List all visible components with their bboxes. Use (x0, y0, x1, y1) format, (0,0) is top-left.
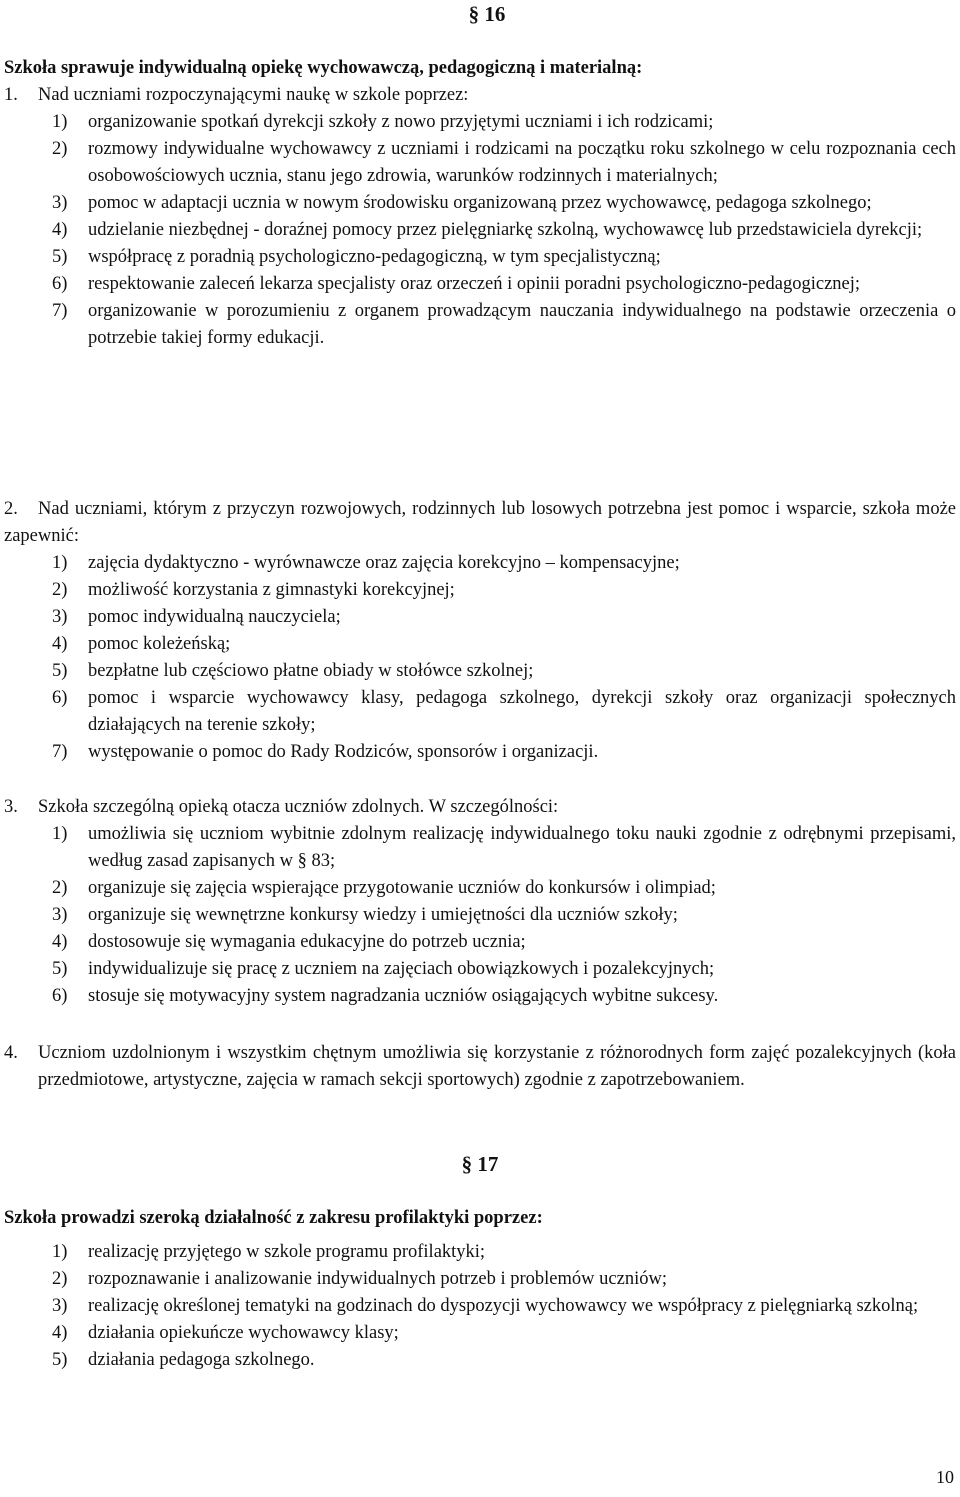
item-number: 6) (52, 986, 68, 1006)
item-number: 1) (52, 112, 68, 132)
point-3-row (4, 794, 956, 821)
item-text: możliwość korzystania z gimnastyki korekcyjnej; (88, 580, 455, 600)
list-item (52, 956, 956, 983)
item-text: dostosowuje się wymagania edukacyjne do potrzeb ucznia; (88, 932, 526, 952)
list-item (52, 190, 956, 217)
list-item (52, 875, 956, 902)
point-4-row (4, 1040, 956, 1094)
item-text: rozmowy indywidualne wychowawcy z uczniami i rodzicami na początku roku szkolnego w celu rozpoznania cech osobowościowych ucznia, stanu jego zdrowia, warunków rodzinnych i materialnych; (88, 139, 956, 186)
list-item (52, 1239, 956, 1266)
item-text: współpracę z poradnią psychologiczno-pedagogiczną, w tym specjalistyczną; (88, 247, 661, 267)
list-item (52, 929, 956, 956)
point-number: 2. (4, 499, 18, 519)
list-item (52, 577, 956, 604)
item-number: 4) (52, 932, 68, 952)
item-text: realizację określonej tematyki na godzinach do dyspozycji wychowawcy we współpracy z pielęgniarką szkolną; (88, 1296, 919, 1316)
item-text: pomoc i wsparcie wychowawcy klasy, pedagoga szkolnego, dyrekcji szkoły oraz organizacji społecznych działających na terenie szkoły; (88, 688, 956, 735)
point-number: 4. (4, 1043, 18, 1063)
item-text: pomoc indywidualną nauczyciela; (88, 607, 341, 627)
item-text: działania pedagoga szkolnego. (88, 1350, 315, 1370)
list-item (52, 550, 956, 577)
item-text: bezpłatne lub częściowo płatne obiady w stołówce szkolnej; (88, 661, 534, 681)
item-text: realizację przyjętego w szkole programu profilaktyki; (88, 1242, 486, 1262)
item-text: pomoc w adaptacji ucznia w nowym środowisku organizowaną przez wychowawcę, pedagoga szkolnego; (88, 193, 872, 213)
item-number: 2) (52, 139, 68, 159)
item-number: 4) (52, 634, 68, 654)
section-17-list (52, 1239, 956, 1374)
point-2-list (52, 550, 956, 766)
item-number: 2) (52, 878, 68, 898)
item-text: organizuje się zajęcia wspierające przygotowanie uczniów do konkursów i olimpiad; (88, 878, 716, 898)
point-3 (4, 794, 956, 1010)
list-item (52, 821, 956, 875)
item-number: 6) (52, 274, 68, 294)
item-text: stosuje się motywacyjny system nagradzania uczniów osiągających wybitne sukcesy. (88, 986, 719, 1006)
item-number: 2) (52, 1269, 68, 1289)
point-1-list (52, 109, 956, 352)
item-number: 2) (52, 580, 68, 600)
item-number: 1) (52, 1242, 68, 1262)
list-item (52, 631, 956, 658)
list-item (52, 1320, 956, 1347)
item-number: 7) (52, 301, 68, 321)
item-number: 3) (52, 1296, 68, 1316)
list-item (52, 298, 956, 352)
item-number: 4) (52, 1323, 68, 1343)
item-text: udzielanie niezbędnej - doraźnej pomocy przez pielęgniarkę szkolną, wychowawcę lub przedstawiciela dyrekcji; (88, 220, 923, 240)
page-number: 10 (936, 1467, 954, 1487)
item-number: 5) (52, 247, 68, 267)
item-number: 5) (52, 959, 68, 979)
item-text: rozpoznawanie i analizowanie indywidualnych potrzeb i problemów uczniów; (88, 1269, 667, 1289)
list-item (52, 244, 956, 271)
point-intro: Szkoła szczególną opieką otacza uczniów zdolnych. W szczególności: (38, 797, 559, 817)
list-item (52, 1347, 956, 1374)
section-16 (4, 55, 956, 352)
point-number: 1. (4, 85, 18, 105)
item-text: pomoc koleżeńską; (88, 634, 231, 654)
item-number: 5) (52, 661, 68, 681)
list-item (52, 983, 956, 1010)
list-item (52, 739, 956, 766)
item-number: 3) (52, 193, 68, 213)
item-number: 7) (52, 742, 68, 762)
item-text: organizowanie spotkań dyrekcji szkoły z nowo przyjętymi uczniami i ich rodzicami; (88, 112, 714, 132)
item-number: 4) (52, 220, 68, 240)
list-item (52, 604, 956, 631)
point-intro: Nad uczniami rozpoczynającymi naukę w szkole poprzez: (38, 85, 469, 105)
item-text: działania opiekuńcze wychowawcy klasy; (88, 1323, 399, 1343)
list-item (52, 902, 956, 929)
item-number: 1) (52, 824, 68, 844)
item-number: 1) (52, 553, 68, 573)
point-2 (4, 496, 956, 766)
point-text: Uczniom uzdolnionym i wszystkim chętnym umożliwia się korzystanie z różnorodnych form zajęć pozalekcyjnych (koła przedmiotowe, artystyczne, zajęcia w ramach sekcji sportowych) zgodnie z zapotrzebowaniem. (38, 1043, 956, 1090)
point-1 (4, 82, 956, 109)
item-text: respektowanie zaleceń lekarza specjalisty oraz orzeczeń i opinii poradni psychologiczno-pedagogicznej; (88, 274, 861, 294)
section-17 (4, 1205, 956, 1374)
list-item (52, 217, 956, 244)
item-text: występowanie o pomoc do Rady Rodziców, sponsorów i organizacji. (88, 742, 599, 762)
item-text: indywidualizuje się pracę z uczniem na zajęciach obowiązkowych i pozalekcyjnych; (88, 959, 715, 979)
list-item (52, 658, 956, 685)
list-item (52, 136, 956, 190)
section-16-mark: § 16 (468, 2, 506, 26)
section-17-heading: Szkoła prowadzi szeroką działalność z zakresu profilaktyki poprzez: (4, 1208, 543, 1228)
list-item (52, 271, 956, 298)
list-item (52, 109, 956, 136)
point-3-list (52, 821, 956, 1010)
section-17-mark: § 17 (461, 1152, 499, 1176)
section-16-heading: Szkoła sprawuje indywidualną opiekę wychowawczą, pedagogiczną i materialną: (4, 58, 643, 78)
list-item (52, 1293, 956, 1320)
item-number: 6) (52, 688, 68, 708)
item-number: 5) (52, 1350, 68, 1370)
list-item (52, 685, 956, 739)
list-item (52, 1266, 956, 1293)
item-number: 3) (52, 905, 68, 925)
item-number: 3) (52, 607, 68, 627)
point-number: 3. (4, 797, 18, 817)
item-text: organizuje się wewnętrzne konkursy wiedzy i umiejętności dla uczniów szkoły; (88, 905, 678, 925)
item-text: zajęcia dydaktyczno - wyrównawcze oraz zajęcia korekcyjno – kompensacyjne; (88, 553, 680, 573)
item-text: umożliwia się uczniom wybitnie zdolnym realizację indywidualnego toku nauki zgodnie z odrębnymi przepisami, według zasad zapisanych w § 83; (88, 824, 956, 871)
point-intro: Nad uczniami, którym z przyczyn rozwojowych, rodzinnych lub losowych potrzebna jest pomoc i wsparcie, szkoła może zapewnić: (4, 499, 956, 546)
point-4 (4, 1040, 956, 1094)
item-text: organizowanie w porozumieniu z organem prowadzącym nauczania indywidualnego na podstawie orzeczenia o potrzebie takiej formy edukacji. (88, 301, 956, 348)
